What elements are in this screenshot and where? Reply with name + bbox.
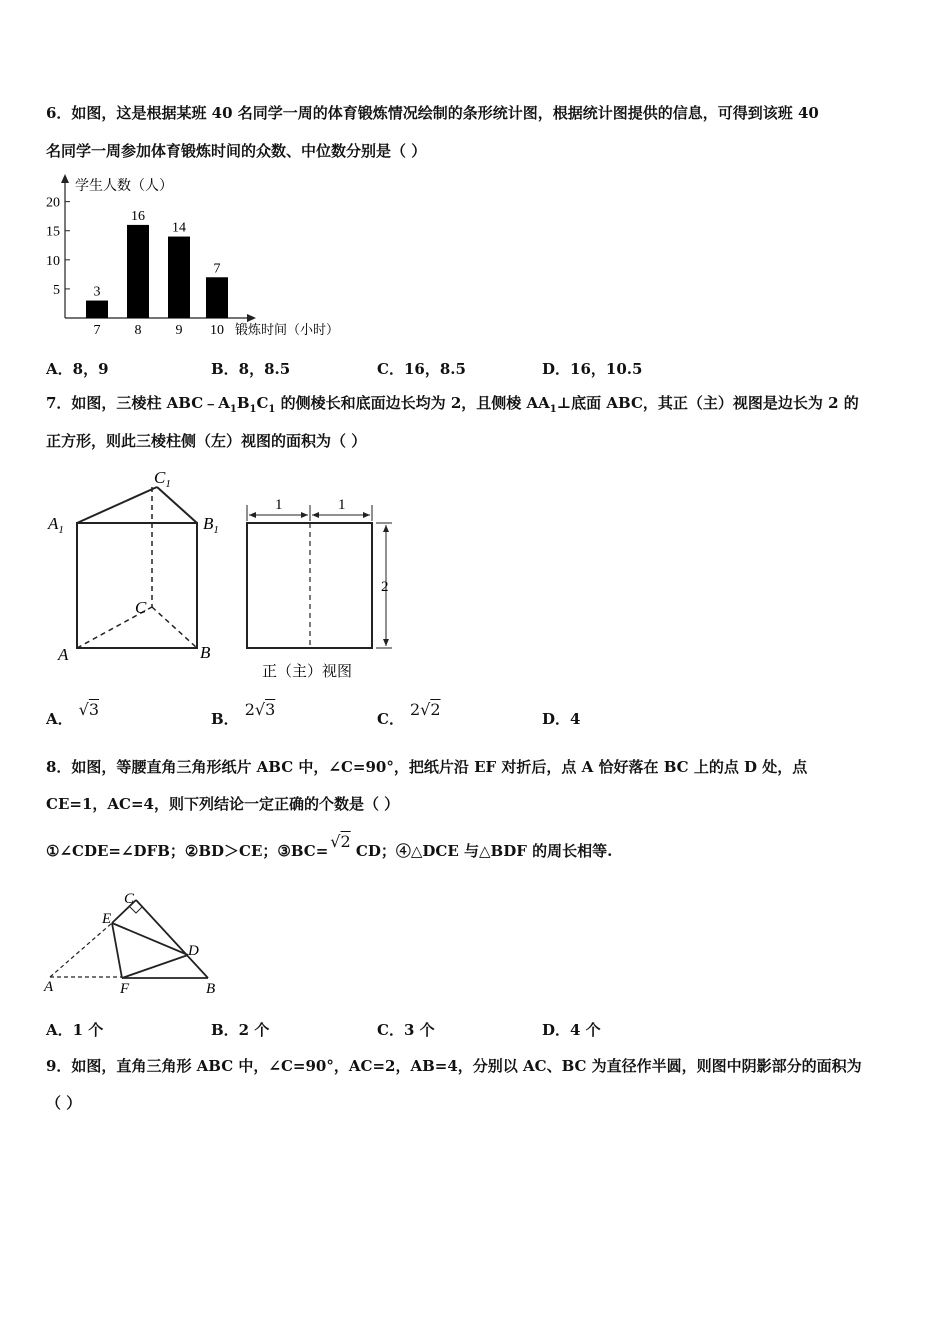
label-c: C (135, 598, 147, 617)
y-tick-label: 5 (53, 282, 60, 298)
label-b1: $B_1$ (203, 514, 219, 536)
q6-option-d: D．16，10.5 (542, 360, 643, 378)
x-tick-label: 8 (134, 323, 142, 338)
q8-radical: √2 (330, 832, 351, 851)
label-b: B (206, 981, 216, 997)
label-b: B (200, 643, 211, 662)
q7-option-b: B． 2√3 (211, 700, 276, 728)
q7-text-line2: 正方形，则此三棱柱侧（左）视图的面积为（ ） (46, 432, 367, 450)
bar-value-label: 7 (213, 261, 221, 277)
q7-option-c: C． 2√2 (377, 700, 441, 728)
label-d: D (188, 943, 199, 959)
bar-value-label: 16 (131, 208, 145, 224)
front-view-caption: 正（主）视图 (262, 662, 353, 680)
q7-option-a: A． √3 (46, 700, 100, 728)
bar (168, 237, 190, 318)
q6-option-b: B．8，8.5 (211, 360, 291, 378)
label-e: E (102, 911, 112, 927)
q6-option-a: A．8，9 (46, 360, 109, 378)
q8-text-line3: ①∠CDE=∠DFB；②BD＞CE；③BC= √2 CD；④△DCE 与△BDF 的周长相等. (46, 832, 613, 860)
q8-text-line1: 8．如图，等腰直角三角形纸片 ABC 中，∠C=90°，把纸片沿 EF 对折后，点 A 恰好落在 BC 上的点 D 处，点 (46, 758, 808, 776)
label-a: A (58, 645, 69, 664)
q6-text-line2: 名同学一周参加体育锻炼时间的众数、中位数分别是（ ） (46, 142, 427, 160)
q8-option-a: A．1 个 (46, 1021, 104, 1039)
q9-text-line1: 9．如图，直角三角形 ABC 中，∠C=90°，AC=2，AB=4，分别以 AC、BC 为直径作半圆，则图中阴影部分的面积为 (46, 1057, 862, 1075)
q7-text-line1: 7．如图，三棱柱 $ABC﹣A_1B_1C_1$ 的侧棱长和底面边长均为 2，且侧棱 $AA_1\perp$底面 ABC，其正（主）视图是边长为 2 的 (46, 394, 859, 415)
dim-top-right: 1 (338, 497, 346, 513)
q8-triangle-figure (40, 885, 225, 1000)
bar (86, 301, 108, 318)
y-tick-label: 15 (46, 224, 60, 240)
q7-option-a-radical: √3 (78, 700, 100, 719)
bar-value-label: 14 (172, 220, 186, 236)
y-axis-label: 学生人数（人） (75, 178, 173, 194)
q6-text-line1: 6．如图，这是根据某班 40 名同学一周的体育锻炼情况绘制的条形统计图，根据统计图提供的信息，可得到该班 40 (46, 104, 819, 122)
bar-value-label: 3 (93, 284, 101, 300)
x-tick-label: 9 (175, 323, 183, 338)
bar (206, 277, 228, 318)
dim-top-left: 1 (275, 497, 283, 513)
q8-text-line2: CE=1，AC=4，则下列结论一定正确的个数是（ ） (46, 795, 400, 813)
label-a1: $A_1$ (48, 514, 64, 536)
q8-option-b: B．2 个 (211, 1021, 270, 1039)
x-axis-arrow (247, 314, 256, 322)
q6-bar-chart (40, 170, 370, 345)
y-tick-label: 20 (46, 195, 60, 211)
q7-prism-figure (40, 465, 400, 685)
q7-option-b-radical: 2√3 (244, 700, 276, 719)
dim-right: 2 (381, 579, 389, 595)
y-axis-arrow (61, 174, 69, 183)
q9-text-line2: （ ） (46, 1094, 82, 1112)
label-f: F (120, 981, 130, 997)
q8-option-d: D．4 个 (542, 1021, 601, 1039)
label-c: C (124, 891, 135, 907)
q8-option-c: C．3 个 (377, 1021, 435, 1039)
y-tick-label: 10 (46, 253, 60, 269)
label-a: A (44, 979, 54, 995)
q6-option-c: C．16，8.5 (377, 360, 466, 378)
x-axis-label: 锻炼时间（小时） (235, 323, 340, 338)
x-tick-label: 10 (210, 323, 224, 338)
bar (127, 225, 149, 318)
label-c1: $C_1$ (154, 468, 171, 490)
q7-option-d: D．4 (542, 710, 581, 728)
x-tick-label: 7 (93, 323, 101, 338)
q7-option-c-radical: 2√2 (409, 700, 441, 719)
